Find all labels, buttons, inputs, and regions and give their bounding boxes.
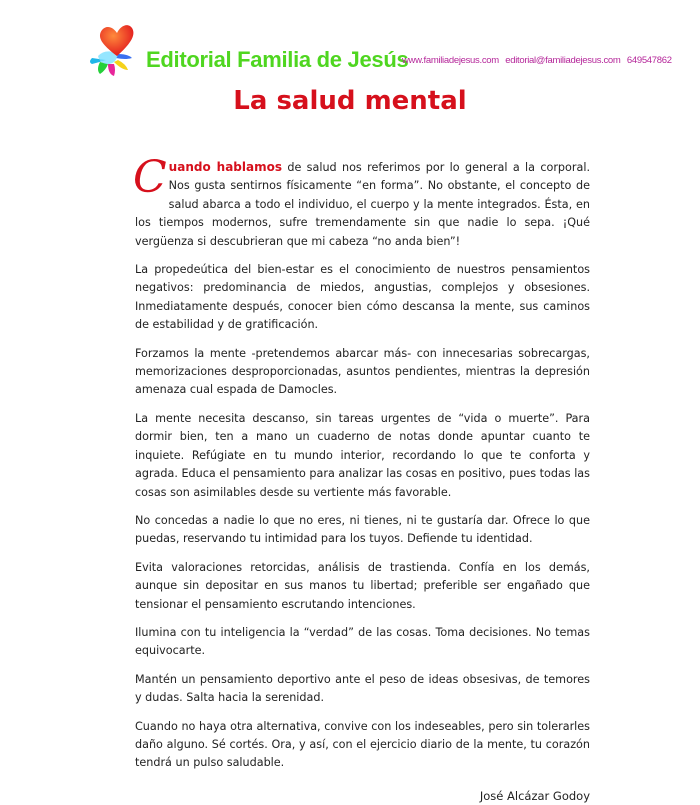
- paragraph-text: de salud nos referimos por lo general a la corporal. Nos gusta sentirnos físicamente “en forma”. No obstante, el concepto de salud abarca a todo el individuo, el cuerpo y la mente integrados. Ésta, en los tiempos modernos, sufre tremendamente sin que nadie lo sepa. ¡Qué vergüenza si descubrieran que mi cabeza “no anda bien”!: [135, 161, 591, 248]
- publisher-name: Editorial Familia de Jesús: [146, 47, 409, 72]
- author-signature: José Alcázar Godoy: [479, 788, 590, 803]
- email-link[interactable]: editorial@familiadejesus.com: [505, 55, 621, 66]
- contact-info: [402, 55, 676, 66]
- article-body: [133, 152, 591, 805]
- article-paragraph: Forzamos la mente -pretendemos abarcar más- con innecesarias sobrecargas, memorizaciones desproporcionadas, asuntos pendientes, mientras la depresión amenaza cual espada de Damocles.: [135, 346, 590, 397]
- article-paragraph: Evita valoraciones retorcidas, análisis de trastienda. Confía en los demás, aunque sin depositar en sus manos tu libertad; preferible ser engañado que tensionar el pensamiento escrutando intenciones.: [135, 560, 590, 611]
- website-link[interactable]: www.familiadejesus.com: [402, 55, 499, 66]
- drop-cap: C: [133, 152, 167, 203]
- article-paragraph: La mente necesita descanso, sin tareas urgentes de “vida o muerte”. Para dormir bien, ten a mano un cuaderno de notas donde apuntar cuanto te inquiete. Refúgiate en tu mundo interior, recordando lo que te conforta y agrada. Educa el pensamiento para analizar las cosas en positivo, pues todas las cosas son asimilables desde su vertiente más favorable.: [135, 411, 590, 499]
- article-paragraph: Cuando no haya otra alternativa, convive con los indeseables, pero sin tolerarles daño alguno. Sé cortés. Ora, y así, con el ejercicio diario de la mente, tu corazón tendrá un pulso saludable.: [135, 719, 590, 770]
- article-paragraph: Ilumina con tu inteligencia la “verdad” de las cosas. Toma decisiones. No temas equivocarte.: [135, 625, 590, 658]
- article-paragraph: Mantén un pensamiento deportivo ante el peso de ideas obsesivas, de temores y dudas. Salta hacia la serenidad.: [135, 672, 590, 705]
- article-paragraph: La propedeútica del bien-estar es el conocimiento de nuestros pensamientos negativos: predominancia de miedos, angustias, complejos y obsesiones. Inmediatamente después, conocer bien cómo descansa la mente, sus caminos de estabilidad y de gratificación.: [135, 263, 590, 332]
- phone-number: 649547862: [626, 55, 672, 66]
- heart-hand-logo-icon: [86, 18, 148, 80]
- article-title: La salud mental: [233, 86, 467, 116]
- article-paragraph: No concedas a nadie lo que no eres, ni tienes, ni te gustaría dar. Ofrece lo que puedas, reservando tu intimidad para los tuyos. Defiende tu identidad.: [135, 513, 590, 546]
- article-paragraph: [133, 152, 591, 251]
- lead-in: uando hablamos: [168, 160, 282, 174]
- page-header: [86, 18, 672, 82]
